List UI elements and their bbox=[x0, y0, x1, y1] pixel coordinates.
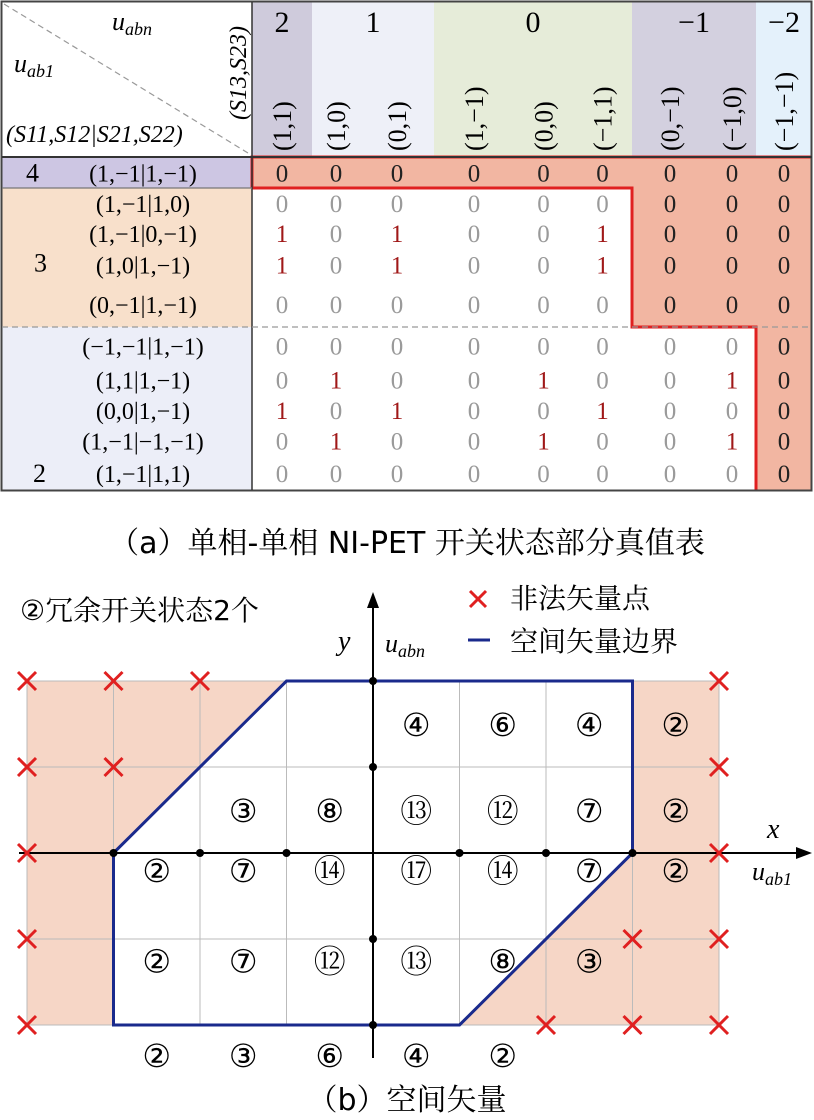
redundancy-count: ② bbox=[661, 707, 691, 743]
truth-cell: 0 bbox=[467, 461, 481, 488]
corner-row-subscript: ab1 bbox=[27, 61, 54, 81]
axis-point bbox=[369, 935, 377, 943]
column-header: (−1,1) bbox=[588, 86, 618, 151]
truth-cell: 0 bbox=[777, 191, 791, 218]
truth-cell: 0 bbox=[663, 160, 677, 188]
truth-cell: 0 bbox=[467, 333, 481, 361]
axis-point bbox=[283, 849, 291, 857]
truth-cell: 1 bbox=[390, 221, 404, 248]
truth-cell: 0 bbox=[275, 461, 289, 488]
truth-cell: 1 bbox=[275, 252, 289, 280]
truth-cell: 1 bbox=[275, 221, 289, 248]
truth-cell: 0 bbox=[777, 461, 791, 488]
truth-cell: 0 bbox=[596, 367, 609, 395]
truth-cell: 1 bbox=[596, 398, 609, 425]
redundancy-count: ⑦ bbox=[228, 853, 258, 890]
truth-cell: 0 bbox=[725, 292, 739, 319]
column-header: (1,0) bbox=[322, 101, 351, 151]
redundancy-count: ⑬ bbox=[400, 793, 433, 829]
truth-cell: 1 bbox=[275, 398, 289, 425]
truth-cell: 0 bbox=[777, 333, 791, 361]
row-label: (1,1|1,−1) bbox=[95, 368, 191, 395]
level-header: 0 bbox=[525, 6, 541, 39]
redundancy-count: ⑰ bbox=[400, 853, 433, 890]
truth-cell: 0 bbox=[777, 428, 791, 456]
row-label: (1,−1|0,−1) bbox=[89, 222, 197, 248]
truth-cell: 0 bbox=[467, 191, 481, 218]
axis-point bbox=[456, 849, 464, 857]
truth-cell: 0 bbox=[725, 160, 739, 188]
redundancy-count: ② bbox=[142, 853, 172, 890]
row-label: (0,0|1,−1) bbox=[95, 399, 191, 425]
row-label: (−1,−1|1,−1) bbox=[82, 334, 204, 361]
column-header: (−1,−1) bbox=[770, 71, 799, 151]
level-header: −2 bbox=[768, 6, 800, 39]
truth-cell: 1 bbox=[725, 367, 739, 395]
redundancy-count: ⑧ bbox=[315, 793, 345, 829]
x-axis-arrow bbox=[796, 847, 812, 859]
truth-cell: 0 bbox=[777, 160, 791, 188]
truth-cell: 0 bbox=[390, 191, 404, 218]
redundancy-count: ③ bbox=[574, 943, 604, 980]
truth-cell: 0 bbox=[596, 160, 609, 188]
caption-b: （b）空间矢量 bbox=[307, 1083, 507, 1118]
truth-cell: 0 bbox=[390, 461, 404, 488]
redundancy-count: ④ bbox=[401, 1038, 431, 1075]
row-label: (1,−1|1,1) bbox=[95, 462, 191, 488]
truth-cell: 0 bbox=[663, 221, 677, 248]
truth-cell: 0 bbox=[329, 221, 343, 248]
truth-cell: 0 bbox=[725, 333, 739, 361]
row-level: 3 bbox=[34, 248, 47, 278]
redundancy-count: ② bbox=[142, 1038, 172, 1075]
level-header: 2 bbox=[274, 6, 290, 39]
redundancy-count: ⑫ bbox=[313, 943, 346, 980]
truth-cell: 0 bbox=[390, 292, 404, 319]
truth-cell: 0 bbox=[663, 191, 677, 218]
redundancy-count: ⑦ bbox=[228, 943, 258, 980]
truth-cell: 0 bbox=[329, 252, 343, 280]
redundancy-count: ② bbox=[142, 943, 172, 980]
x-axis-subscript: ab1 bbox=[765, 869, 792, 889]
truth-cell: 0 bbox=[663, 398, 677, 425]
row-level: 4 bbox=[26, 158, 39, 188]
row-label: (0,−1|1,−1) bbox=[89, 293, 197, 319]
truth-cell: 1 bbox=[390, 252, 404, 280]
truth-cell: 0 bbox=[329, 461, 343, 488]
truth-cell: 0 bbox=[537, 252, 550, 280]
truth-cell: 0 bbox=[537, 292, 550, 319]
axis-point bbox=[629, 849, 637, 857]
truth-cell: 0 bbox=[390, 160, 404, 188]
truth-cell: 0 bbox=[663, 428, 677, 456]
truth-cell: 0 bbox=[467, 160, 481, 188]
truth-cell: 0 bbox=[537, 333, 550, 361]
truth-cell: 0 bbox=[663, 292, 677, 319]
redundancy-count: ⑬ bbox=[400, 943, 433, 980]
level-header: −1 bbox=[678, 6, 710, 39]
redundancy-count: ⑭ bbox=[486, 853, 519, 890]
truth-cell: 1 bbox=[596, 221, 609, 248]
redundancy-count: ⑫ bbox=[486, 793, 519, 829]
truth-cell: 0 bbox=[663, 252, 677, 280]
truth-cell: 0 bbox=[725, 461, 739, 488]
truth-cell: 0 bbox=[596, 191, 609, 218]
row-label: (1,−1|−1,−1) bbox=[82, 429, 204, 456]
truth-cell: 1 bbox=[537, 428, 550, 456]
y-axis-sub-label: uabn bbox=[385, 629, 425, 661]
truth-cell: 0 bbox=[329, 292, 343, 319]
space-vector-plot bbox=[18, 582, 812, 1074]
truth-cell: 0 bbox=[467, 292, 481, 319]
truth-cell: 0 bbox=[663, 367, 677, 395]
redundancy-count: ④ bbox=[574, 707, 604, 743]
truth-cell: 1 bbox=[390, 398, 404, 425]
truth-cell: 0 bbox=[663, 461, 677, 488]
truth-cell: 0 bbox=[275, 292, 289, 319]
redundancy-count: ② bbox=[488, 1038, 518, 1075]
redundancy-count: ③ bbox=[228, 1038, 258, 1075]
truth-cell: 0 bbox=[777, 221, 791, 248]
redundancy-count: ④ bbox=[401, 707, 431, 743]
truth-cell: 0 bbox=[777, 367, 791, 395]
truth-cell: 0 bbox=[390, 333, 404, 361]
truth-cell: 0 bbox=[467, 221, 481, 248]
corner-col-subscript: abn bbox=[125, 19, 152, 39]
truth-cell: 0 bbox=[596, 428, 609, 456]
truth-cell: 0 bbox=[725, 252, 739, 280]
corner-switch-col-label: (S13,S23) bbox=[226, 26, 252, 120]
truth-cell: 0 bbox=[777, 398, 791, 425]
legend-illegal-label: 非法矢量点 bbox=[510, 582, 651, 615]
column-header: (1,1) bbox=[268, 101, 297, 151]
truth-cell: 0 bbox=[329, 191, 343, 218]
y-axis-label: y bbox=[338, 626, 351, 657]
truth-cell: 0 bbox=[596, 333, 609, 361]
truth-cell: 1 bbox=[725, 428, 739, 456]
truth-cell: 0 bbox=[537, 160, 550, 188]
redundancy-count: ② bbox=[661, 853, 691, 890]
truth-cell: 0 bbox=[390, 428, 404, 456]
truth-cell: 0 bbox=[329, 160, 343, 188]
axis-point bbox=[542, 849, 550, 857]
redundancy-count: ③ bbox=[228, 793, 258, 829]
redundancy-count: ⑦ bbox=[574, 853, 604, 890]
truth-cell: 0 bbox=[467, 398, 481, 425]
corner-col-variable: uabn bbox=[112, 7, 152, 39]
truth-cell: 0 bbox=[537, 398, 550, 425]
truth-cell: 0 bbox=[537, 221, 550, 248]
row-label: (1,−1|1,0) bbox=[95, 192, 191, 218]
redundancy-count: ⑥ bbox=[488, 707, 518, 743]
y-axis-subscript: abn bbox=[398, 641, 425, 661]
truth-cell: 0 bbox=[329, 398, 343, 425]
column-header: (1,−1) bbox=[460, 86, 489, 151]
axis-point bbox=[369, 1021, 377, 1029]
corner-switch-row-label: (S11,S12|S21,S22) bbox=[6, 122, 183, 148]
axis-point bbox=[369, 763, 377, 771]
column-header: (−1,0) bbox=[718, 86, 747, 151]
truth-cell: 0 bbox=[596, 461, 609, 488]
truth-cell: 0 bbox=[537, 191, 550, 218]
redundancy-count: ⑭ bbox=[313, 853, 346, 890]
truth-cell: 0 bbox=[275, 428, 289, 456]
truth-cell: 1 bbox=[329, 428, 343, 456]
redundancy-count: ⑥ bbox=[315, 1038, 345, 1075]
truth-cell: 0 bbox=[725, 191, 739, 218]
truth-cell: 0 bbox=[467, 367, 481, 395]
row-label: (1,0|1,−1) bbox=[95, 253, 191, 280]
truth-cell: 0 bbox=[725, 398, 739, 425]
truth-cell: 0 bbox=[275, 191, 289, 218]
truth-cell: 0 bbox=[725, 221, 739, 248]
row-label: (1,−1|1,−1) bbox=[89, 161, 197, 188]
redundancy-count: ⑦ bbox=[574, 793, 604, 829]
row-level: 2 bbox=[33, 459, 46, 488]
truth-cell: 0 bbox=[390, 367, 404, 395]
corner-row-variable: uab1 bbox=[14, 49, 54, 81]
x-axis-label: x bbox=[767, 814, 780, 845]
truth-cell: 0 bbox=[596, 292, 609, 319]
redundancy-annotation: ②冗余开关状态2个 bbox=[20, 594, 259, 627]
axis-point bbox=[196, 849, 204, 857]
truth-cell: 0 bbox=[275, 367, 289, 395]
x-axis-sub-label: uab1 bbox=[752, 857, 792, 889]
truth-cell: 1 bbox=[537, 367, 550, 395]
column-header: (0,0) bbox=[529, 101, 559, 151]
axis-point bbox=[110, 849, 118, 857]
truth-cell: 0 bbox=[275, 160, 289, 188]
y-axis-arrow bbox=[367, 592, 379, 608]
truth-cell: 0 bbox=[777, 252, 791, 280]
redundancy-count: ② bbox=[661, 793, 691, 829]
truth-cell: 0 bbox=[777, 292, 791, 319]
truth-cell: 0 bbox=[537, 461, 550, 488]
truth-cell: 0 bbox=[467, 428, 481, 456]
truth-cell: 0 bbox=[663, 333, 677, 361]
truth-cell: 0 bbox=[329, 333, 343, 361]
truth-cell: 1 bbox=[596, 252, 609, 280]
redundancy-count: ⑧ bbox=[488, 943, 518, 980]
level-header: 1 bbox=[365, 6, 381, 39]
legend-boundary-label: 空间矢量边界 bbox=[510, 625, 679, 658]
column-header: (0,−1) bbox=[656, 86, 685, 151]
column-header: (0,1) bbox=[383, 101, 412, 151]
truth-cell: 1 bbox=[329, 367, 343, 395]
truth-cell: 0 bbox=[467, 252, 481, 280]
truth-table bbox=[2, 2, 813, 491]
caption-a: （a）单相-单相 NI-PET 开关状态部分真值表 bbox=[109, 526, 705, 561]
axis-point bbox=[369, 677, 377, 685]
truth-cell: 0 bbox=[275, 333, 289, 361]
